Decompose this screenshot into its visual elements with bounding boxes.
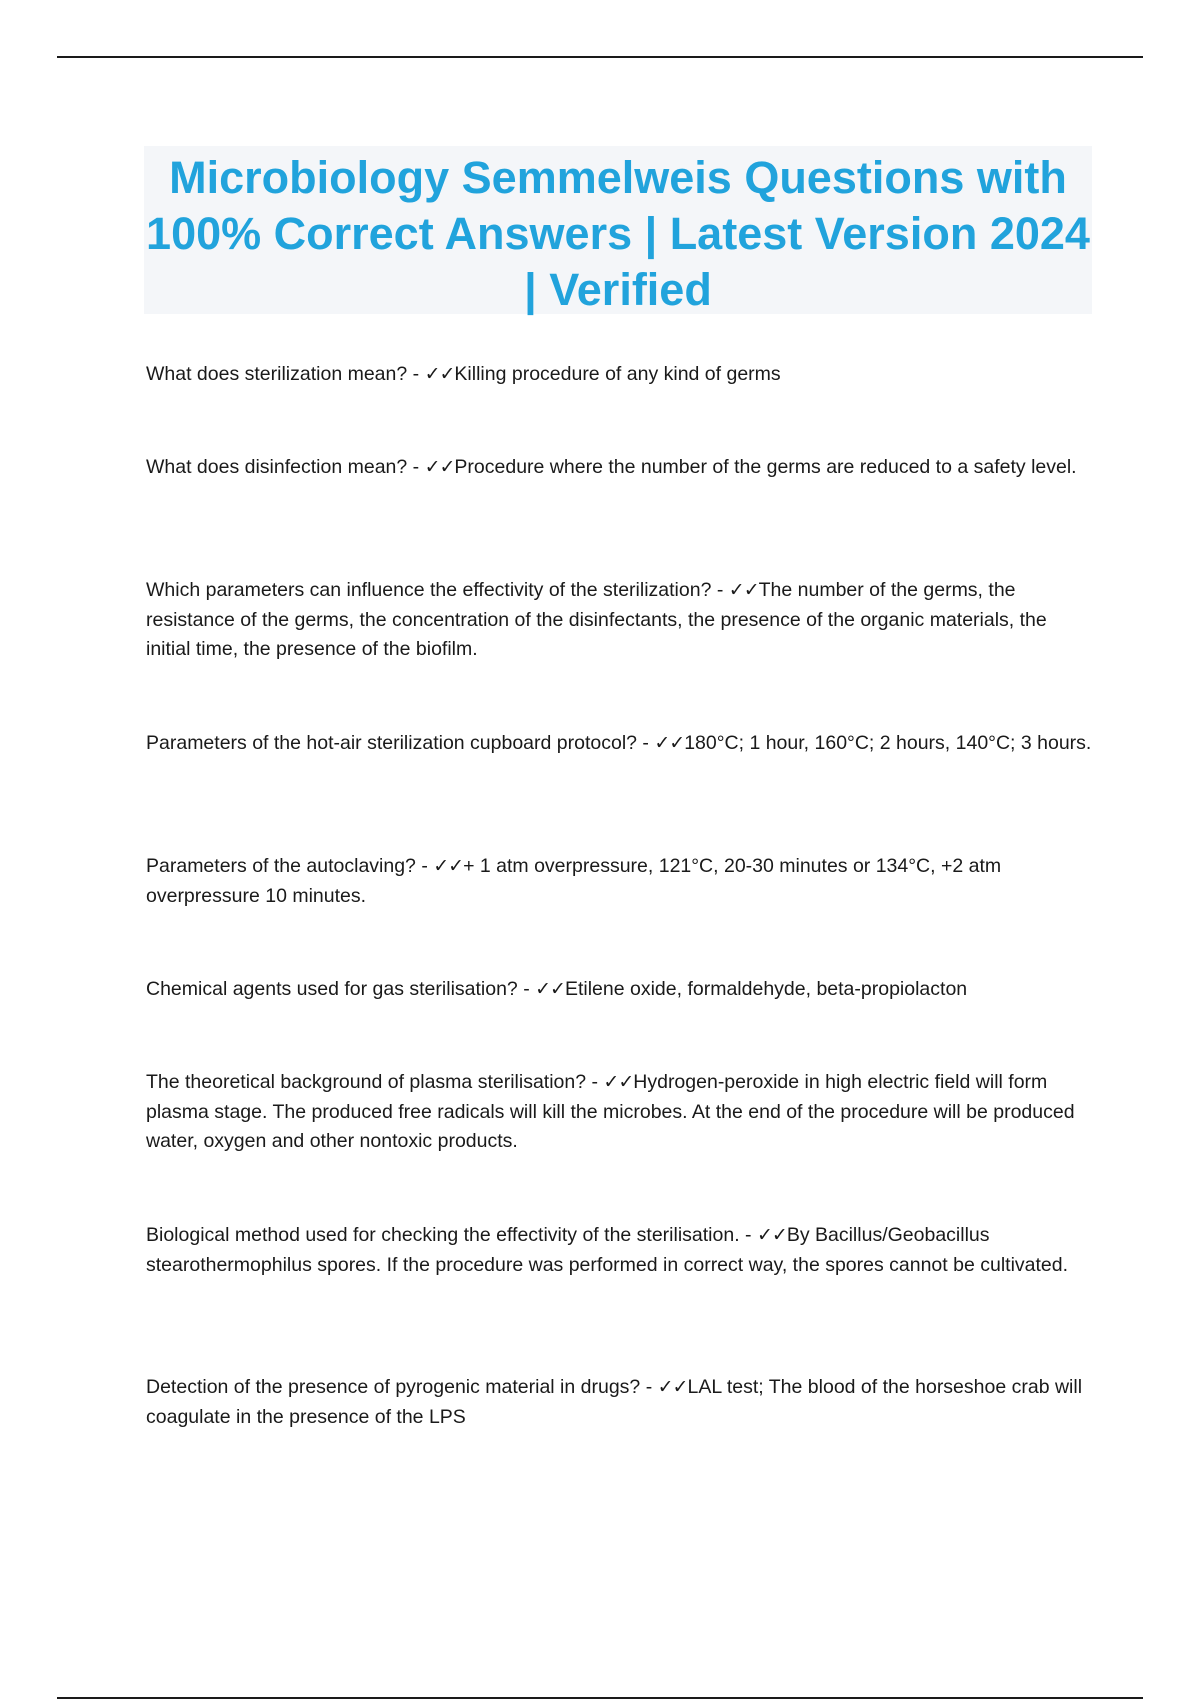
answer-text: LAL test; The blood of the horseshoe crab will coagulate in the presence of the LPS [146,1376,1083,1428]
separator: - [407,456,425,478]
answer-text: Procedure where the number of the germs are reduced to a safety level. [454,456,1077,478]
qa-item-2 [146,453,1096,483]
title-banner [144,146,1092,314]
double-check-icon: ✓✓ [728,579,759,601]
answer-text: + 1 atm overpressure, 121°C, 20-30 minutes or 134°C, +2 atm overpressure 10 minutes. [146,855,1002,907]
separator: - [415,855,434,877]
separator: - [637,732,655,754]
double-check-icon: ✓✓ [535,978,565,1000]
question-text: What does disinfection mean? [146,456,408,478]
answer-text: By Bacillus/Geobacillus stearothermophilus spores. If the procedure was performed in correct way, the spores cannot be cultivated. [146,1224,1069,1276]
question-text: Detection of the presence of pyrogenic material in drugs? [146,1376,641,1398]
separator: - [640,1376,658,1398]
answer-text: Killing procedure of any kind of germs [454,363,781,385]
document-title: Microbiology Semmelweis Questions with 100% Correct Answers | Latest Version 2024 | Verified [146,152,1090,315]
answer-text: 180°C; 1 hour, 160°C; 2 hours, 140°C; 3 hours. [684,732,1092,754]
separator: - [586,1071,604,1093]
double-check-icon: ✓✓ [654,732,685,754]
separator: - [407,363,425,385]
question-text: Parameters of the hot-air sterilization cupboard protocol? [146,732,638,754]
qa-item-5 [146,852,1096,911]
double-check-icon: ✓✓ [657,1376,688,1398]
qa-item-6 [146,975,1096,1005]
top-horizontal-rule [57,56,1143,58]
qa-item-7 [146,1068,1096,1157]
qa-item-1 [146,360,1096,390]
question-text: Which parameters can influence the effectivity of the sterilization? [146,579,712,601]
answer-text: Etilene oxide, formaldehyde, beta-propiolacton [564,978,968,1000]
qa-item-8 [146,1221,1096,1280]
separator: - [517,978,536,1000]
qa-item-3 [146,576,1096,665]
double-check-icon: ✓✓ [424,456,455,478]
double-check-icon: ✓✓ [756,1224,787,1246]
question-text: The theoretical background of plasma sterilisation? [146,1071,587,1093]
answer-text: Hydrogen-peroxide in high electric field will form plasma stage. The produced free radicals will kill the microbes. At the end of the procedure will be produced water, oxygen and other nontoxic products. [146,1071,1075,1152]
bottom-horizontal-rule [57,1697,1143,1699]
double-check-icon: ✓✓ [603,1071,634,1093]
qa-item-4 [146,729,1096,759]
question-text: Biological method used for checking the effectivity of the sterilisation. [146,1224,740,1246]
qa-item-9 [146,1373,1096,1432]
question-text: What does sterilization mean? [146,363,408,385]
question-text: Parameters of the autoclaving? [146,855,416,877]
double-check-icon: ✓✓ [433,855,464,877]
separator: - [711,579,729,601]
separator: - [739,1224,757,1246]
double-check-icon: ✓✓ [424,363,455,385]
answer-text: The number of the germs, the resistance of the germs, the concentration of the disinfectants, the presence of the organic materials, the initial time, the presence of the biofilm. [146,579,1047,660]
question-text: Chemical agents used for gas sterilisation? [146,978,518,1000]
